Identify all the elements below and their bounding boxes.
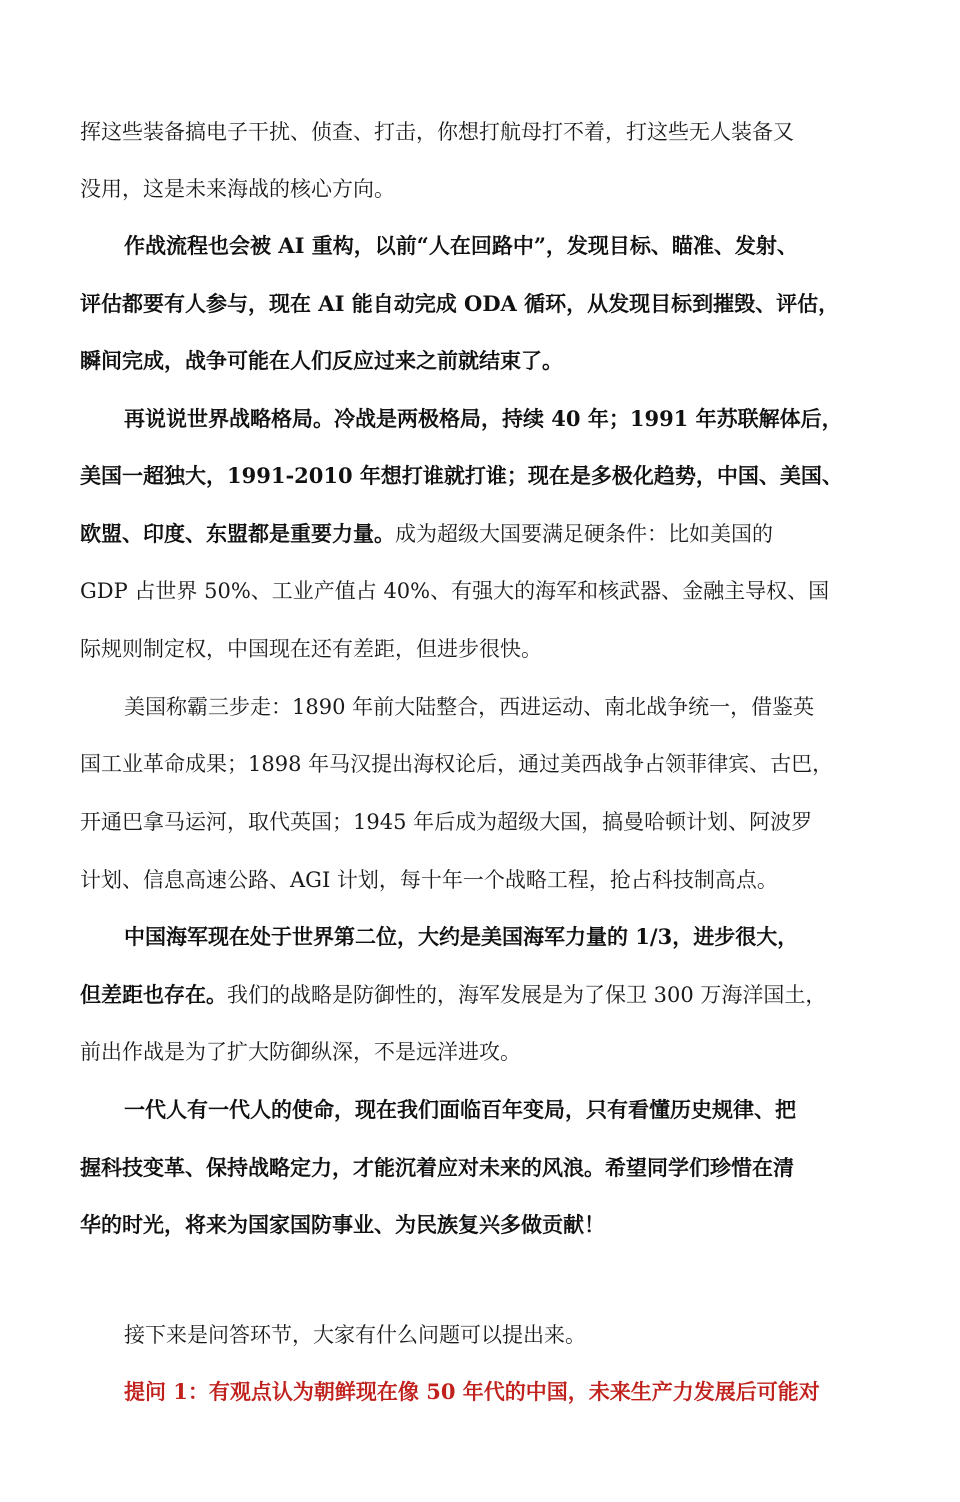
- paragraph-3-line-3-bold: 欧盟、印度、东盟都是重要力量。: [80, 521, 395, 546]
- paragraph-3-line-1: 再说说世界战略格局。冷战是两极格局，持续 40 年；1991 年苏联解体后，: [124, 406, 843, 431]
- paragraph-2-line-3: 瞬间完成，战争可能在人们反应过来之前就结束了。: [80, 348, 563, 373]
- question-1-line-1: 提问 1：有观点认为朝鲜现在像 50 年代的中国，未来生产力发展后可能对: [124, 1379, 820, 1404]
- paragraph-5-line-2-bold: 但差距也存在。: [80, 982, 227, 1007]
- paragraph-2-line-1: 作战流程也会被 AI 重构，以前“人在回路中”，发现目标、瞄准、发射、: [124, 233, 798, 258]
- paragraph-2-line-2: 评估都要有人参与，现在 AI 能自动完成 ODA 循环，从发现目标到摧毁、评估，: [80, 291, 840, 316]
- paragraph-3-line-5: 际规则制定权，中国现在还有差距，但进步很快。: [80, 637, 542, 661]
- paragraph-4-line-1: 美国称霸三步走：1890 年前大陆整合，西进运动、南北战争统一，借鉴英: [124, 695, 815, 719]
- paragraph-1-line-2: 没用，这是未来海战的核心方向。: [80, 177, 395, 201]
- paragraph-3-line-4: GDP 占世界 50%、工业产值占 40%、有强大的海军和核武器、金融主导权、国: [80, 579, 830, 603]
- paragraph-5-line-1: 中国海军现在处于世界第二位，大约是美国海军力量的 1/3，进步很大，: [124, 924, 799, 949]
- paragraph-5-line-2-rest: 我们的战略是防御性的，海军发展是为了保卫 300 万海洋国土，: [227, 983, 827, 1007]
- paragraph-3-line-3-rest: 成为超级大国要满足硬条件：比如美国的: [395, 522, 773, 546]
- paragraph-3-line-3: [80, 519, 773, 549]
- paragraph-1-line-1: 挥这些装备搞电子干扰、侦查、打击，你想打航母打不着，打这些无人装备又: [80, 120, 794, 144]
- paragraph-6-line-1: 一代人有一代人的使命，现在我们面临百年变局，只有看懂历史规律、把: [124, 1097, 796, 1122]
- paragraph-6-line-2: 握科技变革、保持战略定力，才能沉着应对未来的风浪。希望同学们珍惜在清: [80, 1155, 794, 1180]
- paragraph-4-line-2: 国工业革命成果；1898 年马汉提出海权论后，通过美西战争占领菲律宾、古巴，: [80, 752, 834, 776]
- paragraph-3-line-2: 美国一超独大，1991-2010 年想打谁就打谁；现在是多极化趋势，中国、美国、: [80, 463, 843, 488]
- paragraph-5-line-3: 前出作战是为了扩大防御纵深，不是远洋进攻。: [80, 1040, 521, 1064]
- paragraph-4-line-4: 计划、信息高速公路、AGI 计划，每十年一个战略工程，抢占科技制高点。: [80, 868, 778, 892]
- paragraph-7-line-1: 接下来是问答环节，大家有什么问题可以提出来。: [124, 1323, 586, 1347]
- paragraph-5-line-2: [80, 980, 826, 1010]
- paragraph-6-line-3: 华的时光，将来为国家国防事业、为民族复兴多做贡献！: [80, 1212, 605, 1237]
- paragraph-4-line-3: 开通巴拿马运河，取代英国；1945 年后成为超级大国，搞曼哈顿计划、阿波罗: [80, 810, 813, 834]
